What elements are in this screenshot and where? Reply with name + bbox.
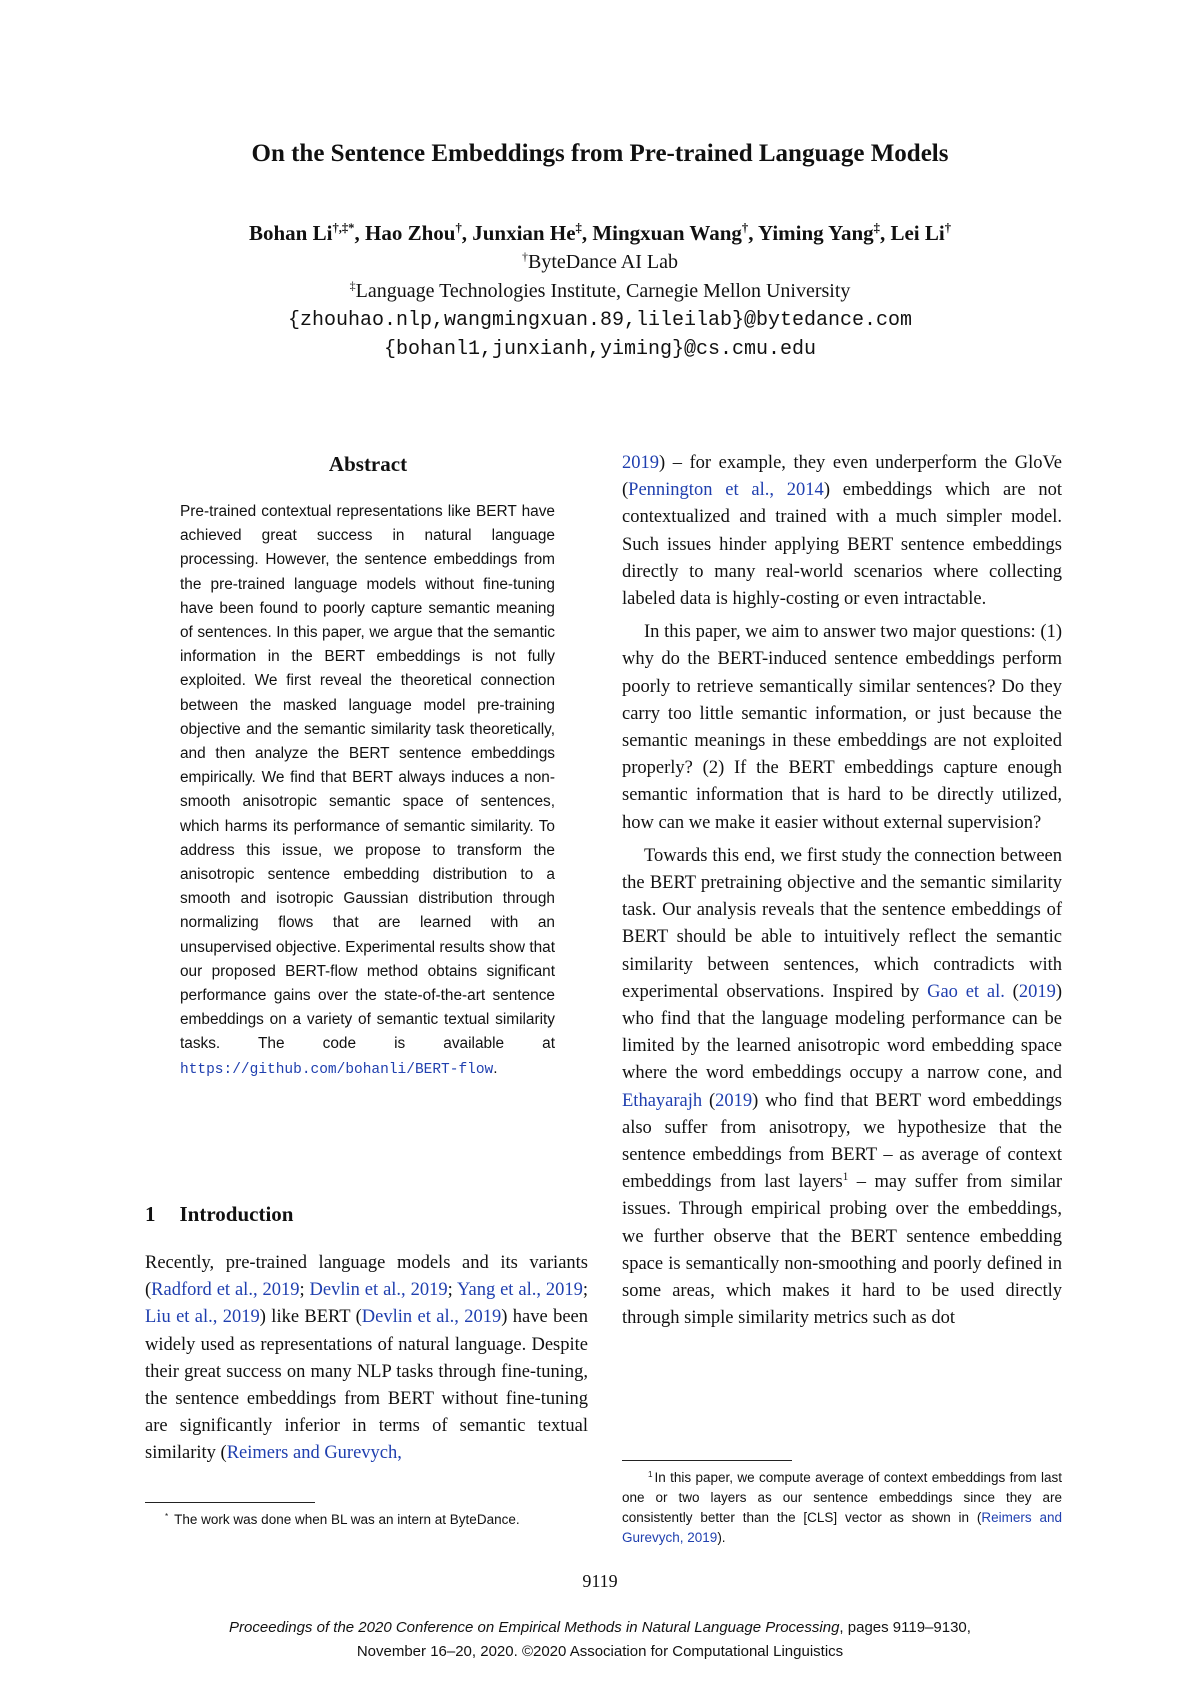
body-text: ; — [582, 1280, 589, 1301]
venue-date-copyright: November 16–20, 2020. ©2020 Association for Computational Linguistics — [356, 1643, 844, 1660]
author-marks: ‡ — [575, 221, 582, 235]
body-text: – may suffer from similar issues. Through empirical probing over the embeddings, we further observe that the BERT sentence embedding space is semantically non-smoothing and poorly defined in some areas, which makes it hard to be used directly through simple similarity metrics such as dot — [622, 1172, 1062, 1329]
author-sep: , — [581, 221, 593, 245]
body-text: ( — [1004, 981, 1019, 1002]
intro-left-column — [145, 1250, 588, 1468]
citation-link[interactable]: Devlin et al., 2019 — [309, 1280, 448, 1301]
body-text: Recently, pre-trained language models and its variants ( — [145, 1253, 588, 1301]
author-marks: ‡ — [873, 221, 880, 235]
author-name: Hao Zhou — [364, 221, 456, 245]
body-text: Towards this end, we first study the connection between the BERT pretraining objective and the semantic similarity task. Our analysis reveals that the sentence embeddings of BERT should be able to intuitively reflect the semantic similarity between sentences, which contradicts with experimental observations. Inspired by — [622, 845, 1062, 1002]
citation-link[interactable]: Liu et al., 2019 — [145, 1307, 260, 1328]
abstract-heading: Abstract — [328, 452, 408, 476]
author-sep: , — [879, 221, 891, 245]
citation-link[interactable]: Ethayarajh — [622, 1090, 703, 1111]
body-text: ) who find that the language modeling performance can be limited by the learned anisotropic word embedding space where the word embeddings occupy a narrow cone, and — [622, 981, 1063, 1084]
footnote-mark: * — [165, 1511, 169, 1521]
author-list — [0, 221, 1200, 246]
affiliation-text: Language Technologies Institute, Carnegie Mellon University — [355, 280, 851, 302]
body-text: ; — [447, 1280, 457, 1301]
author-name: Junxian He — [472, 221, 576, 245]
footnote-end: ). — [717, 1530, 726, 1545]
affiliation-text: ByteDance AI Lab — [528, 251, 678, 273]
author-marks: † — [455, 221, 462, 235]
intro-right-column — [622, 450, 1062, 1333]
citation-link[interactable]: Devlin et al., 2019 — [361, 1307, 502, 1328]
citation-link[interactable]: Reimers and Gurevych, 2019 — [622, 1510, 1063, 1545]
body-text: ) – for example, they even underperform the GloVe ( — [622, 453, 1062, 501]
citation-link[interactable]: 2019 — [622, 453, 659, 473]
email-line-2: {bohanl1,junxianh,yiming}@cs.cmu.edu — [383, 338, 817, 361]
body-text: ( — [702, 1090, 716, 1111]
body-text: ) have been widely used as representations of natural language. Despite their great success on many NLP tasks through fine-tuning, the sentence embeddings from BERT without fine-tuning are significantly inferior in terms of semantic textual similarity ( — [145, 1307, 588, 1464]
author-name: Lei Li — [890, 221, 945, 245]
body-text: ) who find that BERT word embeddings also suffer from anisotropy, we hypothesize that the sentence embeddings from BERT – as average of context embeddings from last layers — [622, 1090, 1062, 1193]
footnote-rule — [622, 1460, 792, 1461]
citation-link[interactable]: 2019 — [715, 1090, 753, 1111]
venue-footer — [0, 1616, 1200, 1664]
author-name: Bohan Li — [248, 221, 333, 245]
citation-link[interactable]: 2019 — [1018, 981, 1056, 1002]
footnote-text: The work was done when BL was an intern at ByteDance. — [174, 1512, 520, 1527]
body-text: ; — [299, 1280, 310, 1301]
footnote-star — [145, 1510, 588, 1530]
abstract-text: Pre-trained contextual representations like BERT have achieved great success in natural language processing. However, the sentence embeddings from the pre-trained language models without fine-tuning have been found to poorly capture semantic meaning of sentences. In this paper, we argue that the semantic information in the BERT embeddings is not fully exploited. We first reveal the theoretical connection between the masked language model pre-training objective and the semantic similarity task theoretically, and then analyze the BERT sentence embeddings empirically. We find that BERT always induces a non-smooth anisotropic semantic space of sentences, which harms its performance of semantic similarity. To address this issue, we propose to transform the anisotropic sentence embedding distribution to a smooth and isotropic Gaussian distribution through normalizing flows that are learned with an unsupervised objective. Experimental results show that our proposed BERT-flow method obtains significant performance gains over the state-of-the-art sentence embeddings on a variety of semantic textual similarity tasks. The code is available at — [180, 503, 555, 1053]
author-name: Mingxuan Wang — [592, 221, 742, 245]
affiliation-bytedance — [0, 251, 1200, 274]
venue-proceedings: Proceedings of the 2020 Conference on Empirical Methods in Natural Language Processing — [229, 1619, 840, 1636]
paper-title: On the Sentence Embeddings from Pre-trained Language Models — [251, 140, 949, 167]
author-marks: †,‡* — [332, 221, 355, 235]
affiliation-mark: ‡ — [349, 278, 356, 293]
author-sep: , — [748, 221, 758, 245]
footnote-ref[interactable]: 1 — [842, 1171, 849, 1184]
code-link[interactable]: https://github.com/bohanli/BERT-flow — [180, 1061, 494, 1078]
paragraph: In this paper, we aim to answer two major questions: (1) why do the BERT-induced sentence embeddings perform poorly to retrieve semantically similar sentences? Do they carry too little semantic information, or just because the semantic meanings in these embeddings are not exploited properly? (2) If the BERT embeddings capture enough semantic information that is hard to be directly utilized, how can we make it easier without external supervision? — [622, 622, 1062, 833]
citation-link[interactable]: Reimers and Gurevych, — [226, 1443, 402, 1464]
section-number: 1 — [145, 1202, 156, 1226]
author-marks: † — [944, 221, 952, 235]
body-text: ) like BERT ( — [259, 1307, 362, 1328]
body-text: ) embeddings which are not contextualized and trained with a much simpler model. Such issues hinder applying BERT sentence embeddings directly to many real-world scenarios where collecting labeled data is highly-costing or even intractable. — [622, 480, 1063, 610]
citation-link[interactable]: Gao et al. — [927, 981, 1005, 1002]
author-marks: † — [741, 221, 749, 235]
author-sep: , — [461, 221, 473, 245]
section-title: Introduction — [179, 1202, 294, 1226]
author-sep: , — [354, 221, 365, 245]
section-heading — [145, 1202, 293, 1227]
footnote-mark: 1 — [648, 1469, 653, 1479]
footnote-rule — [145, 1502, 315, 1503]
footnote-one — [622, 1468, 1062, 1548]
abstract-end: . — [493, 1059, 498, 1077]
footnote-text: In this paper, we compute average of context embeddings from last one or two layers as our sentence embeddings since they are consistently better than the [CLS] vector as shown in ( — [622, 1470, 1062, 1525]
citation-link[interactable]: Radford et al., 2019 — [151, 1280, 300, 1301]
page-number: 9119 — [582, 1571, 618, 1591]
citation-link[interactable]: Pennington et al., 2014 — [628, 480, 824, 501]
author-name: Yiming Yang — [757, 221, 874, 245]
venue-pages: , pages 9119–9130, — [839, 1619, 971, 1636]
email-line-1: {zhouhao.nlp,wangmingxuan.89,lileilab}@bytedance.com — [287, 309, 913, 332]
affiliation-mark: † — [522, 249, 529, 264]
abstract-body — [180, 500, 555, 1082]
affiliation-cmu — [0, 280, 1200, 303]
citation-link[interactable]: Yang et al., 2019 — [456, 1280, 583, 1301]
